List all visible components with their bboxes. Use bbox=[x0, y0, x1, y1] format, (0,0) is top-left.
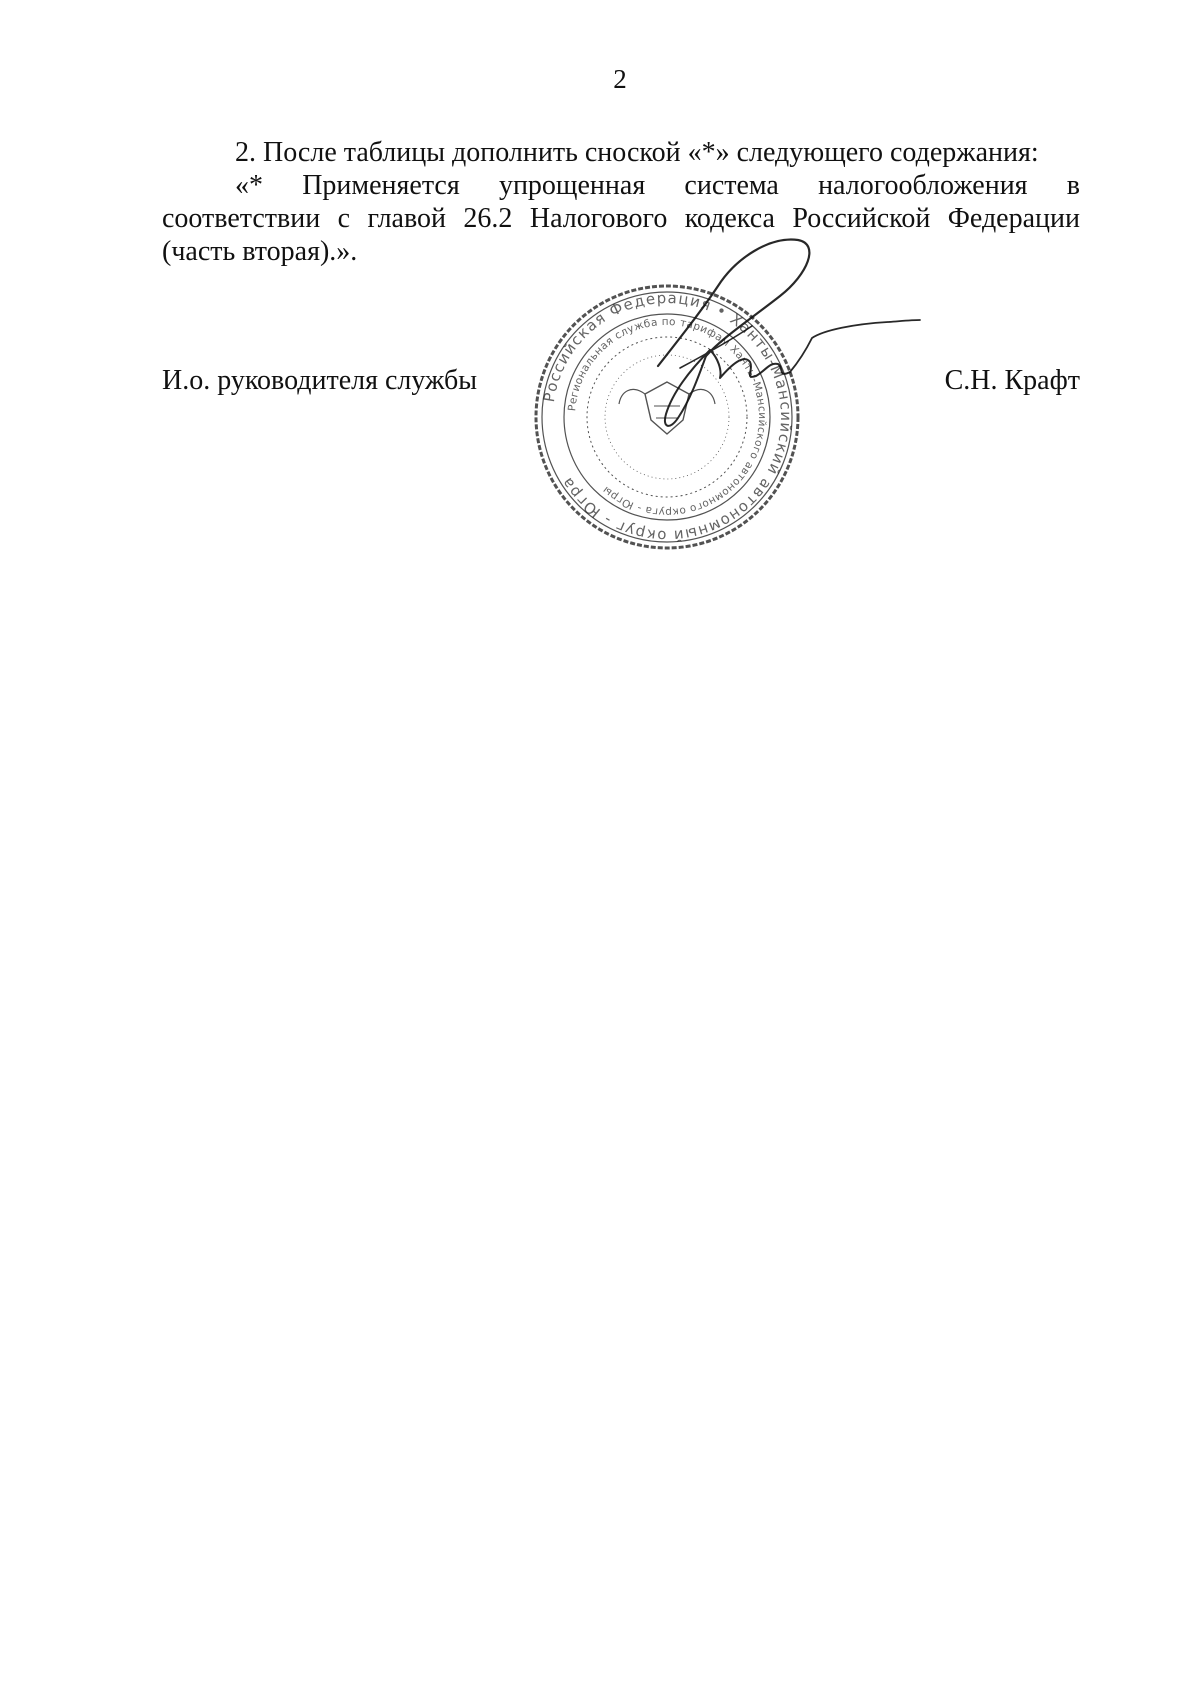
paragraph-footnote: «* Применяется упрощенная система налогообложения в соответствии с главой 26.2 Налогового кодекса Российской Федерации (часть вторая).». bbox=[162, 170, 1080, 267]
document-body bbox=[162, 136, 1080, 268]
handwritten-signature bbox=[640, 238, 930, 468]
signatory-position: И.о. руководителя службы bbox=[162, 365, 478, 396]
paragraph-amendment: 2. После таблицы дополнить сноской «*» следующего содержания: bbox=[235, 137, 1039, 168]
seal-inner-text: Региональная служба по тарифам Ханты-Мансийского автономного округа - Югры bbox=[566, 315, 769, 519]
seal-outer-text: Российская Федерация • Ханты-Мансийский автономный округ - Югра bbox=[539, 288, 796, 546]
page-number: 2 bbox=[613, 64, 627, 94]
signatory-name: С.Н. Крафт bbox=[944, 365, 1080, 396]
